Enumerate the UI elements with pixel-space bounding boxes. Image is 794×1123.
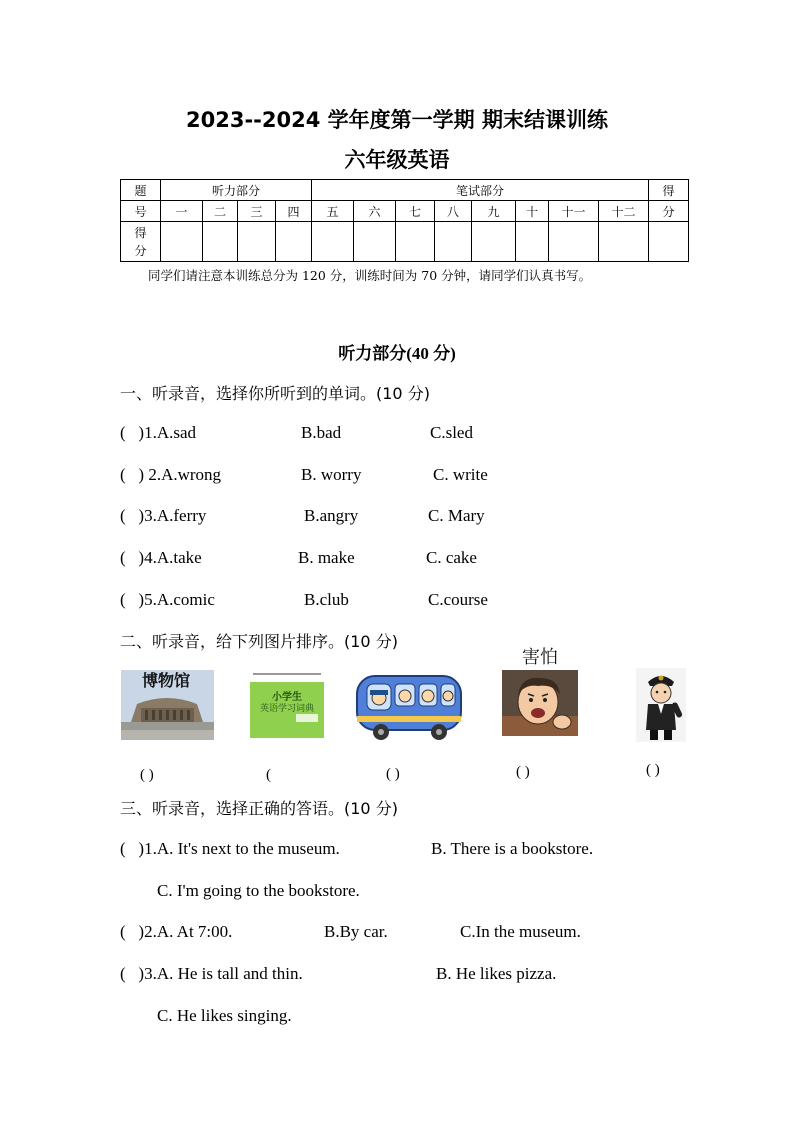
s1-q3-option-c: C. Mary xyxy=(428,506,485,525)
score-row-header: 得 分 xyxy=(121,222,161,262)
total-header-bottom: 分 xyxy=(649,201,689,222)
s1-q4-number: ( )4.A.take xyxy=(120,548,202,567)
dictionary-title-bottom: 英语学习词典 xyxy=(259,704,314,714)
s1-q2-option-b: B. worry xyxy=(301,465,362,484)
question-number: 十二 xyxy=(599,201,649,222)
score-cell[interactable] xyxy=(276,222,312,262)
tihao-header-bottom: 号 xyxy=(121,201,161,222)
s3-q3-option-a: ( )3.A. He is tall and thin. xyxy=(120,964,303,983)
s3-q2-option-a: ( )2.A. At 7:00. xyxy=(120,922,233,941)
s3-q1-option-b: B. There is a bookstore. xyxy=(431,839,594,858)
scared-boy-picture xyxy=(502,670,578,736)
picture5-answer-blank[interactable]: ( ) xyxy=(646,762,660,778)
tihao-header-top: 题 xyxy=(121,180,161,201)
s3-q1-option-a: ( )1.A. It's next to the museum. xyxy=(120,839,340,858)
s1-q3-number: ( )3.A.ferry xyxy=(120,506,207,525)
s1-q5-option-b: B.club xyxy=(304,590,349,609)
section2-heading: 二、听录音，给下列图片排序。(10 分) xyxy=(120,632,398,651)
total-header-top: 得 xyxy=(649,180,689,201)
picture3-answer-blank[interactable]: ( ) xyxy=(386,766,400,782)
police-officer-picture xyxy=(636,668,686,742)
question-number: 一 xyxy=(161,201,203,222)
s3-q2-option-c: C.In the museum. xyxy=(460,922,581,941)
exam-subtitle: 六年级英语 xyxy=(344,148,450,172)
picture2-answer-blank[interactable]: ( xyxy=(266,767,271,783)
score-cell[interactable] xyxy=(354,222,396,262)
score-cell[interactable] xyxy=(649,222,689,262)
picture4-answer-blank[interactable]: ( ) xyxy=(516,764,530,780)
question-number: 六 xyxy=(354,201,396,222)
question-number: 十一 xyxy=(549,201,599,222)
question-number: 八 xyxy=(435,201,472,222)
question-number: 五 xyxy=(312,201,354,222)
s3-q2-option-b: B.By car. xyxy=(324,922,388,941)
s1-q2-option-c: C. write xyxy=(433,465,488,484)
written-header: 笔试部分 xyxy=(312,180,649,201)
scared-label: 害怕 xyxy=(522,647,558,668)
s1-q1-option-c: C.sled xyxy=(430,423,473,442)
bus-picture xyxy=(353,670,465,742)
s1-q4-option-c: C. cake xyxy=(426,548,477,567)
museum-label: 博物馆 xyxy=(142,671,191,690)
question-number: 二 xyxy=(203,201,238,222)
question-number: 七 xyxy=(396,201,435,222)
question-number: 四 xyxy=(276,201,312,222)
s1-q1-number: ( )1.A.sad xyxy=(120,423,197,442)
s1-q5-option-c: C.course xyxy=(428,590,488,609)
section1-heading: 一、听录音，选择你所听到的单词。(10 分) xyxy=(120,384,430,403)
score-cell[interactable] xyxy=(435,222,472,262)
s1-q1-option-b: B.bad xyxy=(301,423,342,442)
exam-title: 2023--2024 学年度第一学期 期末结课训练 xyxy=(186,108,608,132)
score-cell[interactable] xyxy=(472,222,516,262)
score-cell[interactable] xyxy=(599,222,649,262)
score-table xyxy=(120,179,689,262)
score-cell[interactable] xyxy=(203,222,238,262)
s1-q2-number: ( ) 2.A.wrong xyxy=(120,465,222,484)
section3-heading: 三、听录音，选择正确的答语。(10 分) xyxy=(120,799,398,818)
question-number: 九 xyxy=(472,201,516,222)
score-cell[interactable] xyxy=(549,222,599,262)
s1-q4-option-b: B. make xyxy=(298,548,355,567)
score-cell[interactable] xyxy=(312,222,354,262)
s1-q3-option-b: B.angry xyxy=(304,506,359,525)
s3-q1-option-c: C. I'm going to the bookstore. xyxy=(157,881,360,900)
question-number: 三 xyxy=(238,201,276,222)
s3-q3-option-b: B. He likes pizza. xyxy=(436,964,557,983)
score-cell[interactable] xyxy=(238,222,276,262)
picture1-answer-blank[interactable]: ( ) xyxy=(140,767,154,783)
dictionary-title-top: 小学生 xyxy=(272,692,302,703)
question-number: 十 xyxy=(516,201,549,222)
score-cell[interactable] xyxy=(516,222,549,262)
dictionary-picture xyxy=(250,670,324,738)
score-cell[interactable] xyxy=(161,222,203,262)
s3-q3-option-c: C. He likes singing. xyxy=(157,1006,292,1025)
listening-header: 听力部分 xyxy=(161,180,312,201)
score-cell[interactable] xyxy=(396,222,435,262)
notice-text: 同学们请注意本训练总分为 120 分，训练时间为 70 分钟，请同学们认真书写。 xyxy=(148,268,592,283)
s1-q5-number: ( )5.A.comic xyxy=(120,590,215,609)
listening-section-title: 听力部分(40 分) xyxy=(338,344,456,363)
